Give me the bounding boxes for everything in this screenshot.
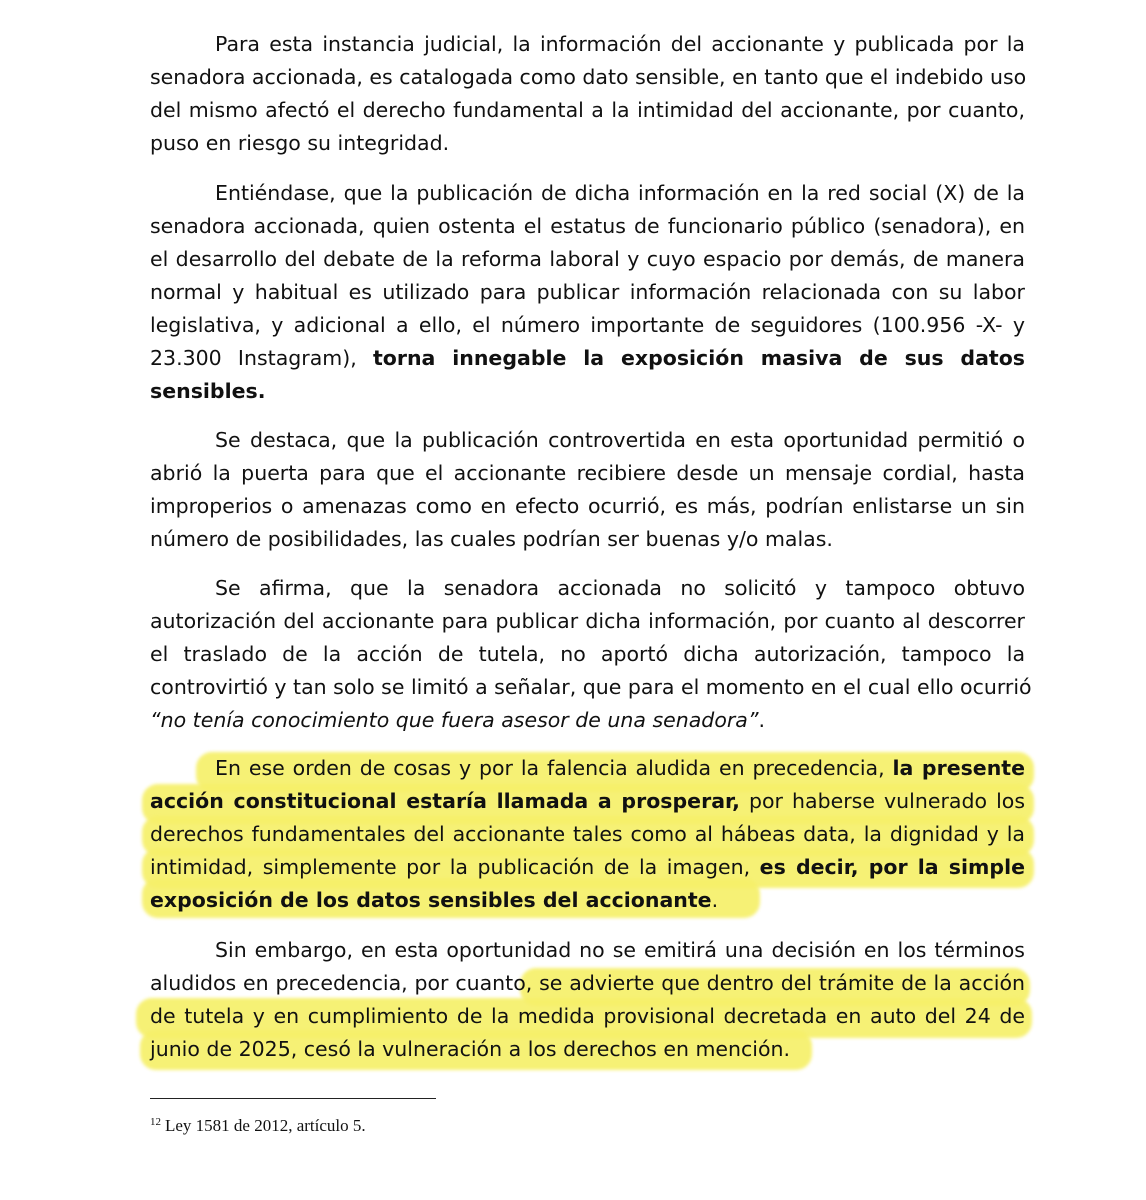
footnote-text: Ley 1581 de 2012, artículo 5.: [165, 1116, 366, 1135]
text-line: [150, 457, 1025, 490]
text-line: [150, 1033, 1025, 1066]
footnote: [150, 1110, 366, 1138]
italic-quote: “no tenía conocimiento que fuera asesor de una senadora”: [150, 708, 759, 732]
text-run: senadora accionada, es catalogada como dato sensible, en tanto que el indebido uso: [150, 65, 1027, 89]
text-run: Para esta instancia judicial, la información del accionante y publicada por la: [215, 32, 1025, 56]
text-run: legislativa, y adicional a ello, el número importante de seguidores (100.956 -X- y: [150, 313, 1025, 337]
text-run: abrió la puerta para que el accionante recibiere desde un mensaje cordial, hasta: [150, 461, 1025, 485]
text-run: .: [711, 888, 719, 912]
footnote-number: 12: [150, 1116, 161, 1128]
text-run: Sin embargo, en esta oportunidad no se emitirá una decisión en los términos: [215, 938, 1025, 962]
text-run: controvirtió y tan solo se limitó a señalar, que para el momento en el cual ello ocurrió: [150, 675, 1032, 699]
bold-text: acción constitucional estaría llamada a prosperar,: [150, 789, 740, 813]
text-line: [150, 94, 1025, 127]
text-line: [215, 177, 1025, 210]
text-line: [215, 572, 1025, 605]
bold-text: la presente: [892, 756, 1026, 780]
text-run: normal y habitual es utilizado para publicar información relacionada con su labor: [150, 280, 1025, 304]
text-run: intimidad, simplemente por la publicación de la imagen,: [150, 855, 760, 879]
bold-text: torna innegable la exposición masiva de sus datos: [372, 346, 1025, 370]
text-line: [150, 785, 1025, 818]
text-run: del mismo afectó el derecho fundamental a la intimidad del accionante, por cuanto,: [150, 98, 1025, 122]
text-line: [150, 276, 1025, 309]
bold-text: es decir, por la simple: [759, 855, 1025, 879]
text-run: aludidos en precedencia, por cuanto, se advierte que dentro del trámite de la acción: [150, 971, 1025, 995]
text-line: [150, 1000, 1025, 1033]
text-line: [150, 523, 1025, 556]
text-line: [150, 127, 1025, 160]
text-line: [150, 818, 1025, 851]
text-run: derechos fundamentales del accionante tales como al hábeas data, la dignidad y la: [150, 822, 1025, 846]
text-run: autorización del accionante para publicar dicha información, por cuanto al descorrer: [150, 609, 1025, 633]
text-run: Se destaca, que la publicación controvertida en esta oportunidad permitió o: [215, 428, 1025, 452]
text-line: [150, 309, 1025, 342]
text-run: de tutela y en cumplimiento de la medida provisional decretada en auto del 24 de: [150, 1004, 1025, 1028]
bold-text: exposición de los datos sensibles del accionante: [150, 888, 712, 912]
text-line: [215, 424, 1025, 457]
text-line: [150, 243, 1025, 276]
bold-text: sensibles.: [150, 379, 266, 403]
text-line: [150, 61, 1025, 94]
text-line: [150, 704, 1025, 737]
text-run: .: [758, 708, 766, 732]
text-line: [215, 934, 1025, 967]
text-run: junio de 2025, cesó la vulneración a los derechos en mención.: [150, 1037, 791, 1061]
text-run: improperios o amenazas como en efecto ocurrió, es más, podrían enlistarse un sin: [150, 494, 1025, 518]
text-run: puso en riesgo su integridad.: [150, 131, 450, 155]
text-line: [215, 28, 1025, 61]
footnote-separator: [150, 1098, 436, 1099]
text-line: [150, 605, 1025, 638]
text-line: [150, 851, 1025, 884]
text-run: número de posibilidades, las cuales podrían ser buenas y/o malas.: [150, 527, 833, 551]
text-line: [150, 490, 1025, 523]
text-run: por haberse vulnerado los: [739, 789, 1026, 813]
text-run: el traslado de la acción de tutela, no aportó dicha autorización, tampoco la: [150, 642, 1025, 666]
text-run: el desarrollo del debate de la reforma laboral y cuyo espacio por demás, de manera: [150, 247, 1025, 271]
text-run: En ese orden de cosas y por la falencia aludida en precedencia,: [215, 756, 893, 780]
text-line: [150, 671, 1032, 704]
text-line: [150, 210, 1025, 243]
text-line: [150, 638, 1025, 671]
text-run: senadora accionada, quien ostenta el estatus de funcionario público (senadora), en: [150, 214, 1025, 238]
text-run: Se afirma, que la senadora accionada no solicitó y tampoco obtuvo: [215, 576, 1025, 600]
text-line: [150, 884, 1025, 917]
text-line: [215, 752, 1025, 785]
text-run: 23.300 Instagram),: [150, 346, 373, 370]
text-line: [150, 342, 1025, 375]
text-line: [150, 375, 1025, 408]
text-line: [150, 967, 1025, 1000]
text-run: Entiéndase, que la publicación de dicha información en la red social (X) de la: [215, 181, 1025, 205]
